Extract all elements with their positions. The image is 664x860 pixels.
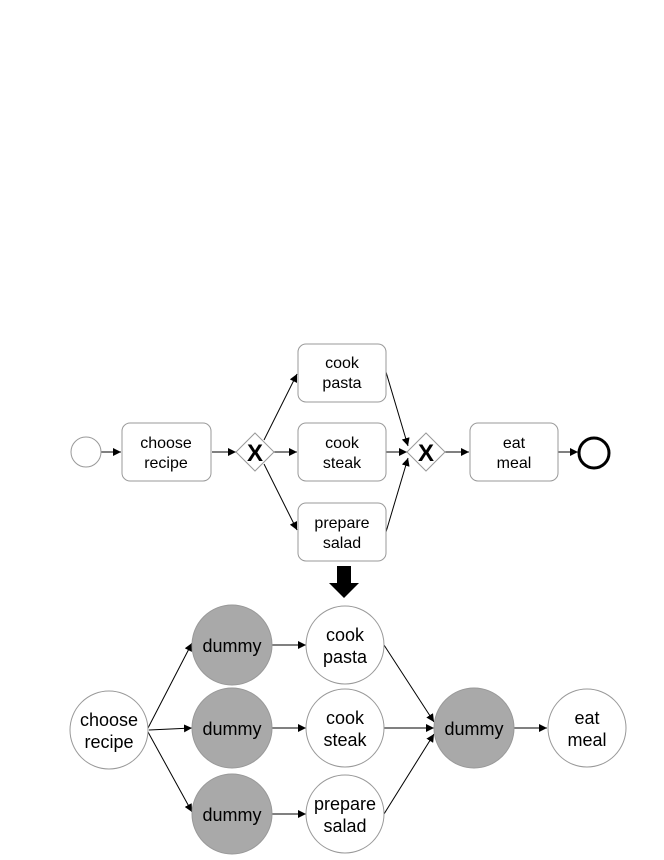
task-cook-pasta (298, 344, 386, 402)
task-eat-meal-line2: meal (496, 455, 532, 472)
task-choose-recipe-line1: choose (140, 435, 192, 452)
node-dummy-join-label: dummy (444, 719, 504, 739)
split-gateway-label: X (246, 440, 264, 467)
edge-choose-dummy3 (148, 732, 192, 812)
node-cook-pasta-line1: cook (325, 625, 365, 645)
node-dummy-2 (192, 688, 272, 768)
node-dummy-1-label: dummy (202, 636, 262, 656)
task-choose-recipe-line2: recipe (144, 455, 188, 472)
edge-choose-dummy2 (149, 728, 192, 730)
edge-choose-dummy1 (148, 643, 192, 728)
node-prepare-salad (306, 775, 384, 853)
end-event-icon (579, 438, 609, 468)
task-cook-steak-line2: steak (322, 455, 362, 472)
node-eat-meal-line2: meal (567, 730, 607, 750)
top-diagram (71, 344, 609, 561)
start-event-icon (71, 437, 101, 467)
task-eat-meal-line1: eat (502, 435, 526, 452)
node-cook-steak (306, 689, 384, 767)
node-eat-meal-line1: eat (574, 708, 600, 728)
edge-split-pasta (264, 374, 297, 440)
task-cook-steak-line1: cook (325, 435, 359, 452)
node-dummy-3-label: dummy (202, 805, 262, 825)
task-prepare-salad-line2: salad (322, 535, 362, 552)
node-choose-recipe (70, 691, 148, 769)
edge-salad-join (386, 458, 408, 532)
node-choose-recipe-line2: recipe (84, 732, 134, 752)
node-prepare-salad-line1: prepare (313, 794, 377, 814)
bottom-diagram (70, 605, 626, 854)
node-dummy-join (434, 688, 514, 768)
node-eat-meal (548, 689, 626, 767)
edge-split-salad (264, 464, 297, 530)
join-gateway-label: X (417, 440, 435, 467)
task-choose-recipe (122, 423, 211, 481)
task-eat-meal (470, 423, 558, 481)
node-cook-steak-line2: steak (323, 730, 367, 750)
task-cook-steak (298, 423, 386, 481)
node-dummy-2-label: dummy (202, 719, 262, 739)
node-prepare-salad-line2: salad (323, 816, 367, 836)
task-cook-pasta-line1: cook (325, 355, 359, 372)
edge-salad-djoin (384, 734, 434, 814)
node-dummy-3 (192, 774, 272, 854)
edge-pasta-join (386, 372, 408, 446)
edge-pasta-djoin (384, 645, 434, 722)
node-cook-pasta-line2: pasta (322, 647, 368, 667)
node-cook-steak-line1: cook (325, 708, 365, 728)
join-gateway-icon (407, 433, 445, 471)
task-cook-pasta-line2: pasta (322, 375, 362, 392)
transform-arrow-icon (329, 566, 359, 598)
task-prepare-salad-line1: prepare (314, 515, 370, 532)
node-cook-pasta (306, 606, 384, 684)
split-gateway-icon (236, 433, 274, 471)
node-choose-recipe-line1: choose (79, 710, 139, 730)
node-dummy-1 (192, 605, 272, 685)
task-prepare-salad (298, 503, 386, 561)
